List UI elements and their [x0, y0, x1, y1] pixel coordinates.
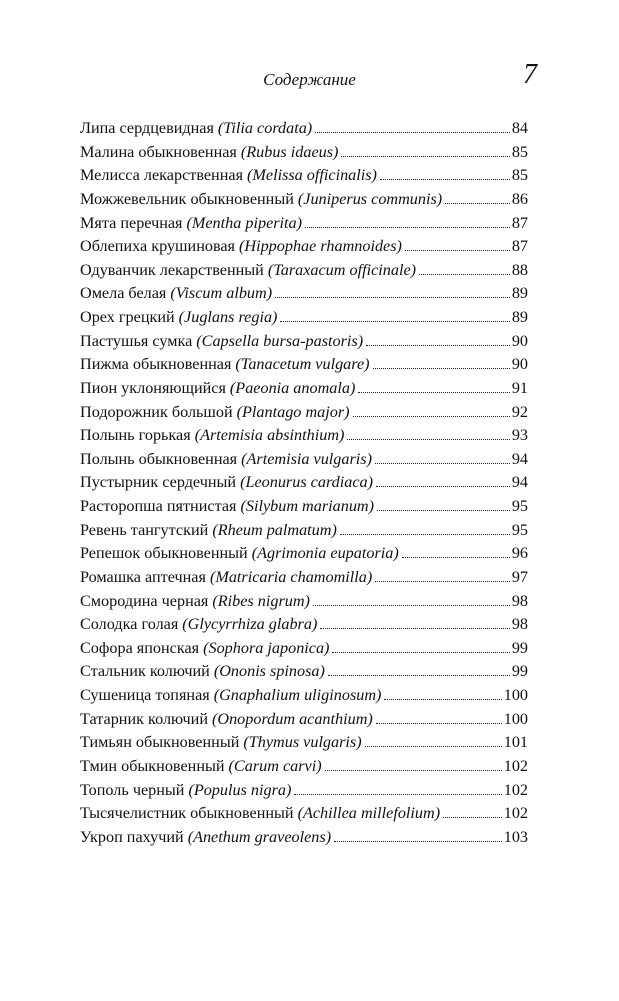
toc-dot-leader — [419, 274, 510, 275]
toc-entry-name: Софора японская — [80, 638, 200, 657]
toc-entry-name: Тимьян обыкновенный — [80, 733, 240, 752]
toc-entry-latin-name: (Silybum marianum) — [240, 497, 374, 515]
toc-entry-page: 94 — [511, 473, 528, 492]
toc-entry-latin-name: (Leonurus cardiaca) — [240, 473, 373, 492]
toc-entry[interactable] — [80, 164, 528, 188]
toc-dot-leader — [328, 675, 510, 676]
toc-entry-page: 84 — [511, 119, 528, 137]
toc-entry-latin-name: (Artemisia vulgaris) — [241, 449, 372, 468]
toc-entry[interactable] — [80, 755, 528, 779]
toc-entry-latin-name: (Melissa officinalis) — [247, 166, 377, 185]
toc-entry-name: Стальник колючий — [80, 662, 210, 681]
toc-entry[interactable] — [80, 471, 528, 495]
toc-entry-latin-name: (Matricaria chamomilla) — [209, 567, 373, 586]
toc-entry[interactable] — [80, 826, 528, 850]
toc-entry-name: Смородина черная — [80, 591, 209, 610]
toc-dot-leader — [332, 652, 509, 653]
toc-dot-leader — [353, 416, 510, 417]
toc-dot-leader — [280, 321, 509, 322]
toc-entry[interactable] — [80, 684, 528, 708]
toc-dot-leader — [340, 534, 510, 535]
toc-entry-page: 89 — [511, 284, 528, 303]
toc-entry-name: Липа сердцевидная — [80, 119, 214, 137]
toc-dot-leader — [376, 486, 510, 487]
toc-dot-leader — [325, 770, 502, 771]
toc-entry-page: 95 — [511, 520, 528, 539]
toc-dot-leader — [384, 699, 501, 700]
toc-entry-page: 89 — [511, 308, 528, 326]
toc-entry-page: 95 — [511, 497, 528, 515]
toc-entry-page: 85 — [511, 142, 528, 161]
toc-entry-page: 87 — [511, 213, 528, 232]
toc-entry[interactable] — [80, 566, 528, 590]
toc-entry[interactable] — [80, 495, 528, 519]
toc-entry-name: Облепиха крушиновая — [80, 237, 236, 256]
toc-entry-latin-name: (Hippophae rhamnoides) — [239, 237, 402, 256]
toc-dot-leader — [275, 297, 510, 298]
toc-entry-latin-name: (Tilia cordata) — [217, 119, 313, 137]
toc-entry-page: 98 — [511, 591, 528, 610]
toc-dot-leader — [405, 250, 510, 251]
toc-entry-name: Пастушья сумка — [80, 331, 193, 350]
toc-entry-latin-name: (Paeonia anomala) — [229, 378, 356, 397]
toc-entry[interactable] — [80, 424, 528, 448]
toc-entry-name: Тополь черный — [80, 780, 185, 799]
toc-entry-name: Одуванчик лекарственный — [80, 260, 264, 279]
toc-entry-page: 102 — [503, 780, 528, 799]
toc-dot-leader — [294, 794, 501, 795]
toc-entry-latin-name: (Gnaphalium uliginosum) — [213, 686, 382, 704]
toc-entry-name: Подорожник большой — [80, 402, 233, 421]
toc-entry[interactable] — [80, 660, 528, 684]
toc-entry-latin-name: (Artemisia absinthium) — [194, 426, 345, 445]
toc-entry-name: Полынь обыкновенная — [80, 449, 238, 468]
toc-dot-leader — [377, 510, 510, 511]
toc-dot-leader — [347, 439, 509, 440]
page-header-title: Содержание — [263, 70, 356, 89]
toc-dot-leader — [313, 605, 510, 606]
toc-entry-page: 99 — [511, 638, 528, 657]
toc-entry-latin-name: (Sophora japonica) — [203, 638, 330, 657]
toc-entry-latin-name: (Juglans regia) — [178, 308, 278, 326]
toc-entry-page: 99 — [511, 662, 528, 681]
toc-entry-latin-name: (Agrimonia eupatoria) — [251, 544, 399, 563]
toc-dot-leader — [305, 227, 510, 228]
toc-entry-page: 98 — [511, 615, 528, 634]
toc-entry-page: 97 — [511, 567, 528, 586]
toc-entry[interactable] — [80, 637, 528, 661]
toc-entry-name: Ромашка аптечная — [80, 567, 206, 586]
toc-entry-latin-name: (Achillea millefolium) — [297, 804, 441, 823]
toc-entry-latin-name: (Viscum album) — [170, 284, 273, 303]
toc-entry-page: 96 — [511, 544, 528, 563]
toc-entry-latin-name: (Rheum palmatum) — [212, 520, 337, 539]
toc-entry-name: Полынь горькая — [80, 426, 191, 445]
toc-entry-page: 90 — [511, 331, 528, 350]
toc-entry-name: Сушеница топяная — [80, 686, 210, 704]
toc-entry-name: Ревень тангутский — [80, 520, 209, 539]
toc-entry[interactable] — [80, 259, 528, 283]
toc-entry-latin-name: (Thymus vulgaris) — [243, 733, 362, 752]
toc-entry-name: Укроп пахучий — [80, 827, 184, 846]
toc-entry-name: Расторопша пятнистая — [80, 497, 237, 515]
toc-entry-page: 85 — [511, 166, 528, 185]
toc-dot-leader — [402, 557, 510, 558]
toc-entry[interactable] — [80, 330, 528, 354]
toc-dot-leader — [443, 817, 502, 818]
toc-dot-leader — [320, 628, 509, 629]
toc-entry[interactable] — [80, 802, 528, 826]
toc-dot-leader — [445, 203, 510, 204]
toc-entry-page: 86 — [511, 189, 528, 208]
toc-entry-page: 90 — [511, 355, 528, 374]
toc-entry[interactable] — [80, 188, 528, 212]
toc-entry-latin-name: (Ribes nigrum) — [212, 591, 310, 610]
toc-entry-page: 100 — [503, 686, 528, 704]
toc-dot-leader — [375, 581, 510, 582]
toc-entry-name: Мята перечная — [80, 213, 183, 232]
toc-entry-name: Мелисса лекарственная — [80, 166, 244, 185]
toc-entry[interactable] — [80, 212, 528, 236]
toc-entry-page: 101 — [503, 733, 528, 752]
toc-entry[interactable] — [80, 708, 528, 732]
toc-entry-page: 94 — [511, 449, 528, 468]
toc-entry[interactable] — [80, 779, 528, 803]
toc-entry[interactable] — [80, 448, 528, 472]
toc-entry-name: Татарник колючий — [80, 709, 208, 728]
toc-entry-latin-name: (Mentha piperita) — [186, 213, 303, 232]
toc-dot-leader — [375, 463, 510, 464]
toc-entry-page: 92 — [511, 402, 528, 421]
toc-entry-name: Тмин обыкновенный — [80, 756, 225, 775]
toc-entry[interactable] — [80, 353, 528, 377]
toc-entry-name: Солодка голая — [80, 615, 179, 634]
toc-dot-leader — [365, 746, 502, 747]
toc-entry[interactable] — [80, 282, 528, 306]
toc-entry-name: Малина обыкновенная — [80, 142, 237, 161]
toc-entry-page: 100 — [503, 709, 528, 728]
toc-entry[interactable] — [80, 401, 528, 425]
toc-entry[interactable] — [80, 141, 528, 165]
toc-entry-page: 102 — [503, 756, 528, 775]
toc-dot-leader — [341, 156, 509, 157]
toc-entry-latin-name: (Tanacetum vulgare) — [235, 355, 370, 374]
toc-entry-name: Орех грецкий — [80, 308, 175, 326]
toc-entry[interactable] — [80, 117, 528, 141]
toc-entry-latin-name: (Carum carvi) — [228, 756, 322, 775]
toc-entry[interactable] — [80, 731, 528, 755]
toc-entry-page: 88 — [511, 260, 528, 279]
toc-entry[interactable] — [80, 542, 528, 566]
toc-entry[interactable] — [80, 613, 528, 637]
toc-entry[interactable] — [80, 306, 528, 330]
toc-entry-latin-name: (Anethum graveolens) — [187, 827, 332, 846]
toc-entry[interactable] — [80, 377, 528, 401]
toc-entry-latin-name: (Juniperus communis) — [297, 189, 443, 208]
toc-entry-page: 103 — [503, 827, 528, 846]
page-number: 7 — [523, 59, 537, 90]
toc-entry-name: Пион уклоняющийся — [80, 378, 226, 397]
toc-entry-name: Пижма обыкновенная — [80, 355, 232, 374]
toc-entry-latin-name: (Taraxacum officinale) — [267, 260, 417, 279]
table-of-contents — [80, 117, 528, 849]
toc-dot-leader — [315, 132, 510, 133]
toc-entry-page: 93 — [511, 426, 528, 445]
toc-entry[interactable] — [80, 235, 528, 259]
toc-entry-page: 102 — [503, 804, 528, 823]
toc-entry-name: Тысячелистник обыкновенный — [80, 804, 294, 823]
toc-entry[interactable] — [80, 590, 528, 614]
toc-entry-name: Омела белая — [80, 284, 167, 303]
toc-entry-latin-name: (Populus nigra) — [188, 780, 292, 799]
toc-entry-name: Можжевельник обыкновенный — [80, 189, 294, 208]
toc-entry-page: 87 — [511, 237, 528, 256]
toc-entry-latin-name: (Ononis spinosa) — [213, 662, 325, 681]
toc-entry-latin-name: (Onopordum acanthium) — [211, 709, 373, 728]
toc-entry-name: Репешок обыкновенный — [80, 544, 248, 563]
toc-entry-latin-name: (Capsella bursa-pastoris) — [196, 331, 364, 350]
toc-entry-latin-name: (Glycyrrhiza glabra) — [182, 615, 318, 634]
toc-dot-leader — [380, 179, 510, 180]
toc-dot-leader — [373, 368, 510, 369]
toc-entry-latin-name: (Rubus idaeus) — [240, 142, 339, 161]
toc-entry-latin-name: (Plantago major) — [236, 402, 350, 421]
toc-dot-leader — [376, 723, 502, 724]
toc-dot-leader — [334, 841, 502, 842]
toc-entry-name: Пустырник сердечный — [80, 473, 237, 492]
toc-dot-leader — [366, 345, 510, 346]
toc-dot-leader — [358, 392, 509, 393]
toc-entry[interactable] — [80, 519, 528, 543]
toc-entry-page: 91 — [511, 378, 528, 397]
